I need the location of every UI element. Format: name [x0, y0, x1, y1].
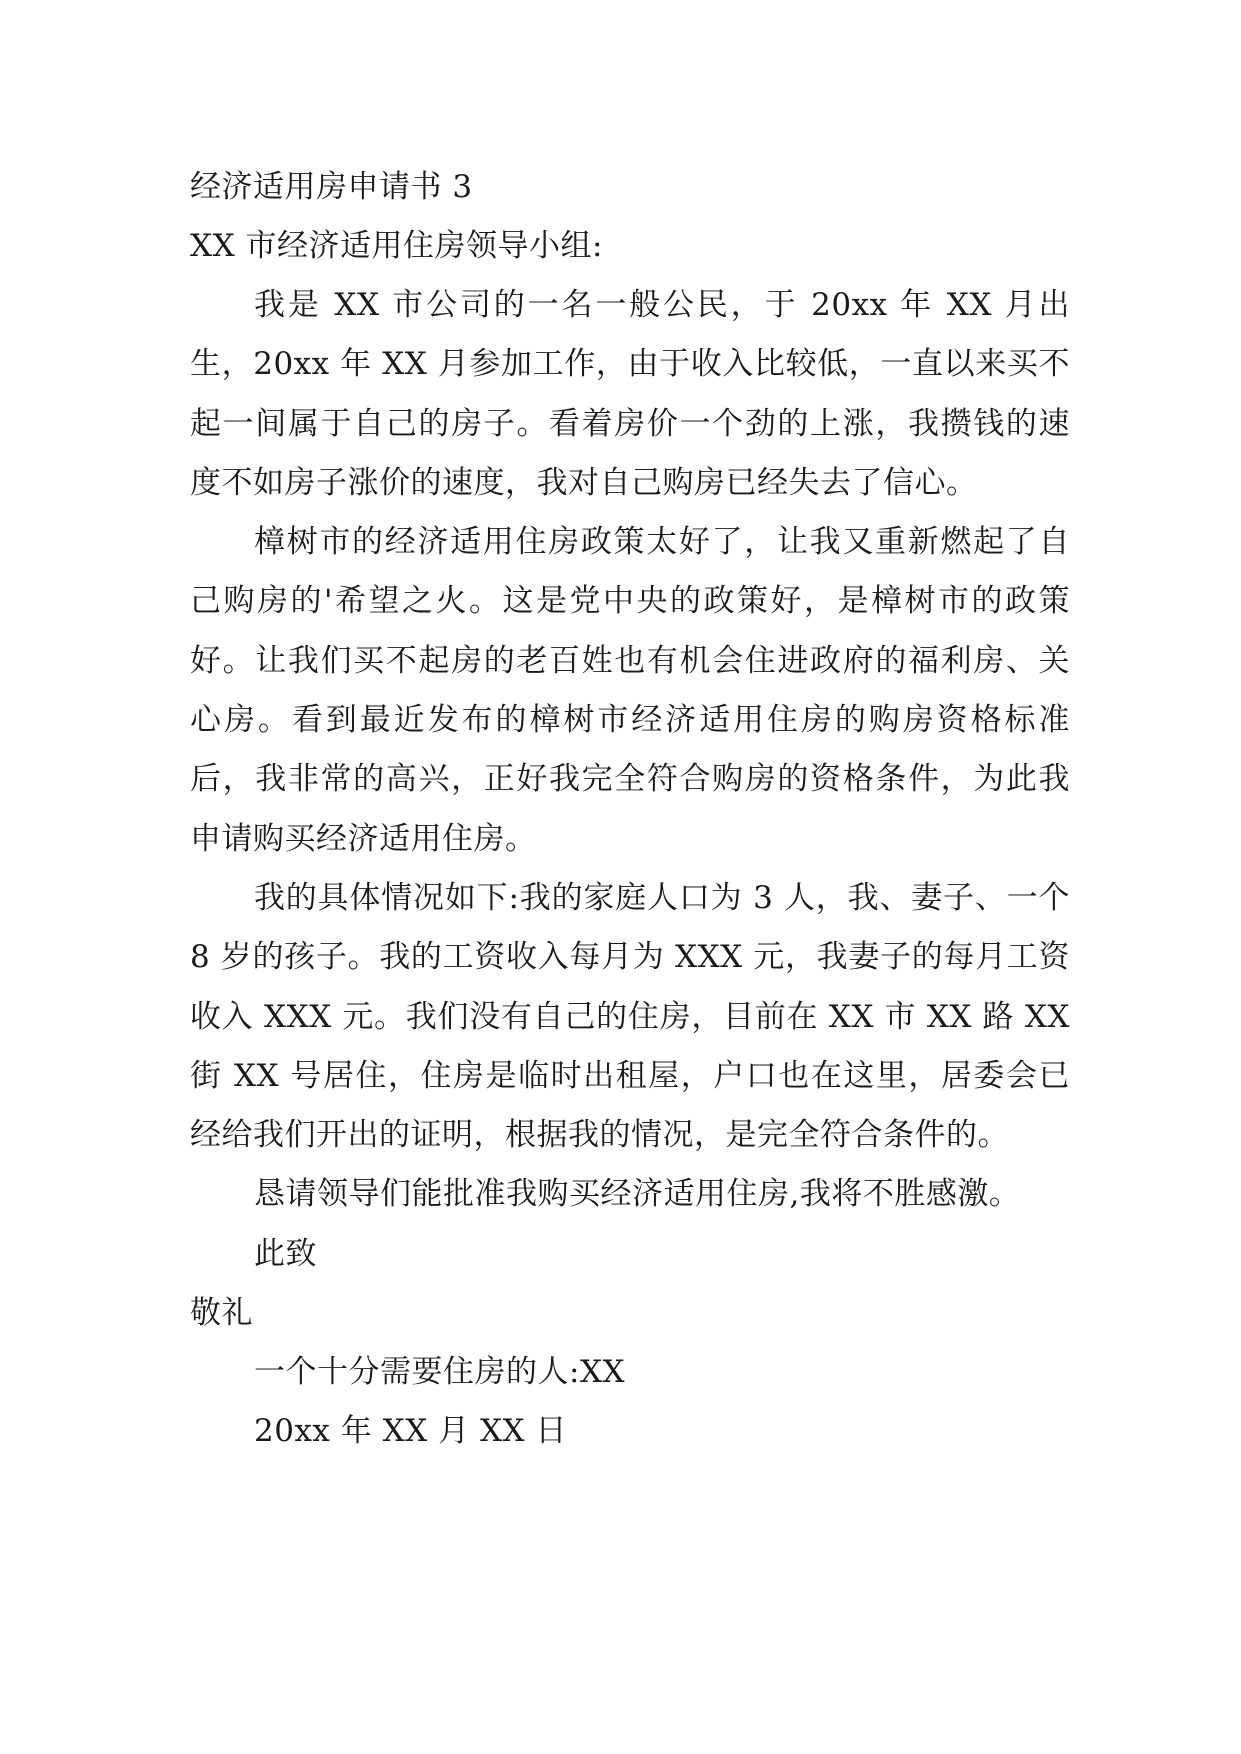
paragraph-4: 恳请领导们能批准我购买经济适用住房,我将不胜感激。 [254, 1176, 1021, 1213]
salutation: XX 市经济适用住房领导小组: [190, 228, 603, 264]
paragraph-1: 我是 XX 市公司的一名一般公民，于 20xx 年 XX 月出生，20xx 年 XX 月参加工作，由于收入比较低，一直以来买不起一间属于自己的房子。看着房价一个劲的上涨，我攒钱的速度不如房子涨价的速度，我对自己购房已经失去了信心。 [190, 287, 1070, 501]
paragraph-3: 我的具体情况如下:我的家庭人口为 3 人，我、妻子、一个 8 岁的孩子。我的工资收入每月为 XXX 元，我妻子的每月工资收入 XXX 元。我们没有自己的住房，目前在 XX 市 XX 路 XX 街 XX 号居住，住房是临时出租屋，户口也在这里，居委会已经给我们开出的证明，根据我的情况，是完全符合条件的。 [190, 879, 1070, 1154]
document-body [190, 158, 1070, 1461]
document-title: 经济适用房申请书 3 [190, 169, 473, 205]
signature: 一个十分需要住房的人:XX [254, 1353, 626, 1390]
paragraph-2: 樟树市的经济适用住房政策太好了，让我又重新燃起了自己购房的'希望之火。这是党中央的政策好，是樟树市的政策好。让我们买不起房的老百姓也有机会住进政府的福利房、关心房。看到最近发布的樟树市经济适用住房的购房资格标准后，我非常的高兴，正好我完全符合购房的资格条件，为此我申请购买经济适用住房。 [190, 524, 1070, 857]
date: 20xx 年 XX 月 XX 日 [254, 1412, 567, 1449]
closing-ci-zhi: 此致 [254, 1235, 317, 1272]
closing-jing-li: 敬礼 [190, 1294, 253, 1331]
